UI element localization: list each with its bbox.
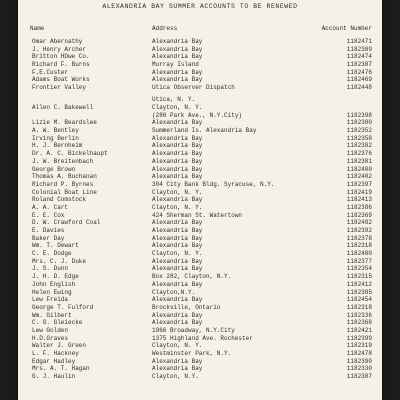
row-address: Summerland Is. Alexandria Bay bbox=[152, 127, 257, 135]
table-row bbox=[18, 104, 382, 112]
row-address: 1375 Highland Ave. Rochester bbox=[152, 334, 253, 342]
row-address: Brockville, Ontario bbox=[152, 303, 221, 311]
table-row bbox=[18, 61, 382, 69]
row-account-number: 1182378 bbox=[346, 234, 372, 242]
row-account-number: 1182389 bbox=[346, 45, 372, 53]
table-row bbox=[18, 46, 382, 54]
row-name: Lew Golden bbox=[32, 326, 69, 334]
row-address: Alexandria Bay bbox=[152, 319, 203, 327]
row-name: Lizie M. Beardslee bbox=[32, 119, 97, 127]
row-address: Clayton, N.Y. bbox=[152, 373, 199, 381]
row-name: Colonial Boat Line bbox=[32, 188, 97, 196]
table-row bbox=[18, 53, 382, 61]
row-address: Clayton, N. Y. bbox=[152, 250, 203, 258]
row-name: Frontier Valley bbox=[32, 84, 87, 92]
row-name: Omar Abernathy bbox=[32, 38, 83, 45]
table-row bbox=[18, 76, 382, 84]
accounts-table bbox=[18, 38, 382, 381]
table-row bbox=[18, 204, 382, 212]
row-name: D. W. Crawford Coal bbox=[32, 219, 101, 227]
row-address: Clayton, N. Y. bbox=[152, 188, 203, 196]
row-address: Alexandria Bay bbox=[152, 134, 203, 142]
row-account-number: 1182387 bbox=[346, 373, 372, 381]
row-name: Wm. T. Dewart bbox=[32, 242, 79, 250]
row-address: Alexandria Bay bbox=[152, 234, 203, 242]
row-address: Alexandria Bay bbox=[152, 265, 203, 273]
row-account-number: 1182382 bbox=[346, 142, 372, 150]
row-account-number: 1182412 bbox=[346, 280, 372, 288]
row-name: A. W. Bentley bbox=[32, 127, 79, 135]
row-name: Allen C. Bakewell bbox=[32, 104, 94, 111]
row-account-number: 1182377 bbox=[346, 257, 372, 265]
row-name: J. H. D. Edge bbox=[32, 273, 79, 281]
row-name: H. J. Bernheim bbox=[32, 142, 83, 150]
row-account-number: 1182474 bbox=[346, 53, 372, 61]
row-account-number: 1182413 bbox=[346, 196, 372, 204]
row-address: Alexandria Bay bbox=[152, 311, 203, 319]
row-account-number: 1182421 bbox=[346, 326, 372, 334]
row-account-number: 1182376 bbox=[346, 150, 372, 158]
row-account-number: 1182398 bbox=[346, 111, 372, 119]
row-account-number: 1182336 bbox=[346, 311, 372, 319]
row-address: Murray Island bbox=[152, 61, 199, 69]
table-row bbox=[18, 150, 382, 158]
row-account-number: 1182399 bbox=[346, 334, 372, 342]
row-name: Mrs. A. T. Hagan bbox=[32, 365, 90, 373]
row-account-number: 1182454 bbox=[346, 296, 372, 304]
document-title: ALEXANDRIA BAY SUMMER ACCOUNTS TO BE RENEWED bbox=[102, 3, 298, 10]
table-row bbox=[18, 181, 382, 189]
document-page bbox=[18, 0, 382, 400]
row-account-number: 1182330 bbox=[346, 365, 372, 373]
table-row bbox=[18, 281, 382, 289]
table-row bbox=[18, 173, 382, 181]
table-row bbox=[18, 335, 382, 343]
table-row bbox=[18, 84, 382, 92]
row-address: Alexandria Bay bbox=[152, 219, 203, 227]
row-account-number: 1182480 bbox=[346, 250, 372, 258]
row-address: Clayton, N. Y. bbox=[152, 203, 203, 211]
row-name: F.E.Custer bbox=[32, 68, 69, 76]
row-address: Alexandria Bay bbox=[152, 150, 203, 158]
row-account-number: 1182368 bbox=[346, 319, 372, 327]
row-account-number: 1182469 bbox=[346, 76, 372, 84]
row-account-number: 1182352 bbox=[346, 127, 372, 135]
row-address: Alexandria Bay bbox=[152, 76, 203, 84]
row-account-number: 1182419 bbox=[346, 188, 372, 196]
row-account-number: 1182387 bbox=[346, 61, 372, 69]
row-name: Edgar Hadley bbox=[32, 357, 76, 365]
row-name: G. J. Haulin bbox=[32, 373, 76, 381]
table-row bbox=[18, 127, 382, 135]
table-row bbox=[18, 166, 382, 174]
row-name: Richard F. Burns bbox=[32, 61, 90, 69]
row-account-number: 1182476 bbox=[346, 68, 372, 76]
table-row bbox=[18, 273, 382, 281]
row-account-number: 1182358 bbox=[346, 134, 372, 142]
row-address: Clayton, N. Y. bbox=[152, 104, 203, 111]
row-name: Wm. Gilbert bbox=[32, 311, 72, 319]
row-name: J. S. Dunn bbox=[32, 265, 69, 273]
row-name: L. F. Hackney bbox=[32, 350, 79, 357]
row-name: C. G. Gleiecke bbox=[32, 319, 83, 327]
row-name: Thomas A. Buchanan bbox=[32, 173, 97, 181]
row-name: Richard P. Byrnes bbox=[32, 180, 94, 188]
table-row bbox=[18, 319, 382, 327]
row-name: John English bbox=[32, 280, 76, 288]
row-name: Roland Comstock bbox=[32, 196, 87, 204]
row-account-number: 1182448 bbox=[346, 84, 372, 92]
row-address: Alexandria Bay bbox=[152, 365, 203, 373]
table-row bbox=[18, 373, 382, 381]
row-account-number: 1182386 bbox=[346, 203, 372, 211]
row-address: Alexandria Bay bbox=[152, 119, 203, 127]
row-address: Alexandria Bay bbox=[152, 165, 203, 173]
row-name: E. Davies bbox=[32, 227, 65, 234]
row-name: E. E. Cox bbox=[32, 211, 65, 219]
row-name: C. E. Dodge bbox=[32, 250, 72, 258]
row-address: Alexandria Bay bbox=[152, 38, 203, 45]
row-address: Utica, N. Y. bbox=[152, 96, 196, 104]
table-row bbox=[18, 189, 382, 197]
row-name: Lew Freida bbox=[32, 296, 69, 304]
row-address: 304 City Bank Bldg. Syracuse, N.Y. bbox=[152, 180, 275, 188]
table-row bbox=[18, 96, 382, 104]
table-row bbox=[18, 342, 382, 350]
table-row bbox=[18, 327, 382, 335]
table-row bbox=[18, 289, 382, 297]
row-address: Alexandria Bay bbox=[152, 142, 203, 150]
row-name: Baker Day bbox=[32, 234, 65, 242]
column-header-address: Address bbox=[152, 25, 178, 32]
row-account-number: 1182354 bbox=[346, 265, 372, 273]
table-row bbox=[18, 227, 382, 235]
row-account-number: 1182482 bbox=[346, 219, 372, 227]
row-address: Alexandria Bay bbox=[152, 196, 203, 204]
table-row bbox=[18, 235, 382, 243]
row-address: Clayton, N. Y. bbox=[152, 342, 203, 350]
table-row bbox=[18, 250, 382, 258]
table-row bbox=[18, 258, 382, 266]
row-address: Alexandria Bay bbox=[152, 173, 203, 181]
row-account-number: 1182390 bbox=[346, 357, 372, 365]
table-row bbox=[18, 312, 382, 320]
row-address: Alexandria Bay bbox=[152, 257, 203, 265]
row-account-number: 1182318 bbox=[346, 242, 372, 250]
row-account-number: 1182471 bbox=[346, 38, 372, 45]
table-row bbox=[18, 242, 382, 250]
row-name: J. W. Breitenbach bbox=[32, 157, 94, 165]
row-account-number: 1182400 bbox=[346, 165, 372, 173]
table-row bbox=[18, 265, 382, 273]
row-address: Alexandria Bay bbox=[152, 357, 203, 365]
row-account-number: 1182402 bbox=[346, 173, 372, 181]
row-account-number: 1182300 bbox=[346, 119, 372, 127]
row-address: Alexandria Bay bbox=[152, 296, 203, 304]
table-row bbox=[18, 112, 382, 120]
row-account-number: 1182392 bbox=[346, 227, 372, 234]
row-address: Alexandria Bay bbox=[152, 45, 203, 53]
table-row bbox=[18, 196, 382, 204]
row-account-number: 1182478 bbox=[346, 350, 372, 357]
table-row bbox=[18, 142, 382, 150]
row-name: Mrs. C. J. Duke bbox=[32, 257, 87, 265]
row-address: Clayton,N.Y. bbox=[152, 288, 196, 296]
row-account-number: 1182319 bbox=[346, 342, 372, 350]
table-row bbox=[18, 350, 382, 358]
row-name: A. A. Cart bbox=[32, 203, 69, 211]
table-row bbox=[18, 38, 382, 46]
table-row bbox=[18, 212, 382, 220]
row-name: J. Henry Archer bbox=[32, 45, 87, 53]
row-account-number: 1182369 bbox=[346, 211, 372, 219]
table-row bbox=[18, 69, 382, 77]
row-address: Alexandria Bay bbox=[152, 157, 203, 165]
row-name: Adams Boat Works bbox=[32, 76, 90, 84]
row-account-number: 1182381 bbox=[346, 157, 372, 165]
row-address: 424 Sherman St. Watertown bbox=[152, 211, 243, 219]
row-name: H.D.Graves bbox=[32, 334, 69, 342]
row-name: George T. Fulford bbox=[32, 303, 94, 311]
row-name: Walter J. Green bbox=[32, 342, 87, 350]
table-row bbox=[18, 119, 382, 127]
row-address: Alexandria Bay bbox=[152, 227, 203, 234]
column-header-account-number: Account Number bbox=[321, 25, 372, 32]
row-name: Dr. A. C. Bickelhaupt bbox=[32, 150, 108, 158]
row-address: Westminster Park, N.Y. bbox=[152, 350, 232, 357]
row-address: Alexandria Bay bbox=[152, 280, 203, 288]
row-account-number: 1182385 bbox=[346, 288, 372, 296]
row-address: Alexandria Bay bbox=[152, 53, 203, 61]
row-address: (280 Park Ave., N.Y.City) bbox=[152, 111, 243, 119]
row-address: Alexandria Bay bbox=[152, 68, 203, 76]
row-account-number: 1182397 bbox=[346, 180, 372, 188]
row-name: Britton HDwe Co. bbox=[32, 53, 90, 61]
row-name: Irving Berlin bbox=[32, 134, 79, 142]
row-address: Utica Observer Dispatch bbox=[152, 84, 235, 92]
row-name: George Brown bbox=[32, 165, 76, 173]
row-address: Alexandria Bay bbox=[152, 242, 203, 250]
column-header-name: Name bbox=[30, 25, 45, 32]
table-row bbox=[18, 358, 382, 366]
row-account-number: 1182318 bbox=[346, 303, 372, 311]
table-row bbox=[18, 135, 382, 143]
table-row bbox=[18, 304, 382, 312]
row-name: Helen Ewing bbox=[32, 288, 72, 296]
row-address: Box 282, Clayton, N.Y. bbox=[152, 273, 232, 281]
table-row bbox=[18, 158, 382, 166]
table-row bbox=[18, 296, 382, 304]
row-address: 1966 Broadway, N.Y.City bbox=[152, 326, 235, 334]
row-account-number: 1182315 bbox=[346, 273, 372, 281]
table-row bbox=[18, 365, 382, 373]
table-row bbox=[18, 219, 382, 227]
